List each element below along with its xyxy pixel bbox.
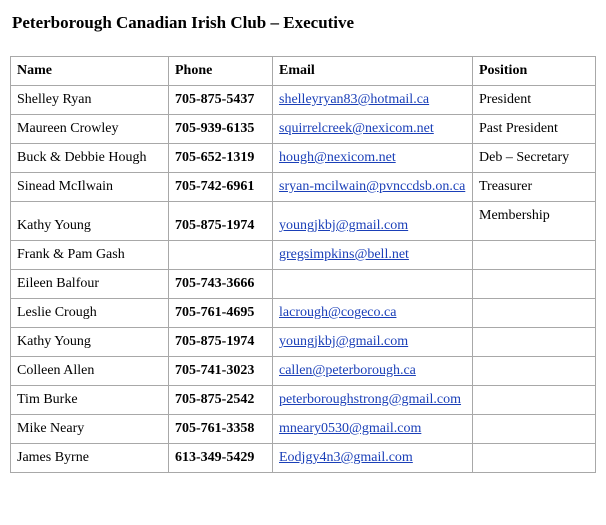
- cell-email: [273, 241, 473, 270]
- cell-position: Past President: [473, 115, 596, 144]
- cell-phone: 705-875-2542: [169, 386, 273, 415]
- cell-email: [273, 328, 473, 357]
- cell-position: [473, 386, 596, 415]
- email-link[interactable]: mneary0530@gmail.com: [279, 421, 422, 436]
- executive-table: [10, 56, 596, 473]
- table-row: [11, 144, 596, 173]
- cell-name: Kathy Young: [11, 328, 169, 357]
- cell-email: [273, 415, 473, 444]
- table-row: [11, 86, 596, 115]
- table-row: [11, 202, 596, 241]
- cell-email: [273, 444, 473, 473]
- cell-phone: [169, 241, 273, 270]
- cell-email: [273, 86, 473, 115]
- cell-name: Tim Burke: [11, 386, 169, 415]
- cell-name-text: Kathy Young: [17, 218, 91, 233]
- cell-name: Colleen Allen: [11, 357, 169, 386]
- cell-name: Shelley Ryan: [11, 86, 169, 115]
- email-link[interactable]: peterboroughstrong@gmail.com: [279, 392, 462, 407]
- table-row: [11, 115, 596, 144]
- cell-email: [273, 173, 473, 202]
- cell-phone: [169, 202, 273, 241]
- cell-name: Eileen Balfour: [11, 270, 169, 299]
- cell-name: Buck & Debbie Hough: [11, 144, 169, 173]
- table-row: [11, 299, 596, 328]
- email-link[interactable]: callen@peterborough.ca: [279, 363, 416, 378]
- cell-position: [473, 241, 596, 270]
- cell-position: [473, 299, 596, 328]
- cell-phone: 705-741-3023: [169, 357, 273, 386]
- cell-name: Mike Neary: [11, 415, 169, 444]
- cell-name: James Byrne: [11, 444, 169, 473]
- cell-phone: 613-349-5429: [169, 444, 273, 473]
- email-link[interactable]: youngjkbj@gmail.com: [279, 218, 409, 233]
- table-row: [11, 328, 596, 357]
- email-link[interactable]: youngjkbj@gmail.com: [279, 334, 409, 349]
- cell-name: [11, 202, 169, 241]
- cell-position: President: [473, 86, 596, 115]
- cell-name: Frank & Pam Gash: [11, 241, 169, 270]
- email-link[interactable]: squirrelcreek@nexicom.net: [279, 121, 434, 136]
- cell-phone: 705-742-6961: [169, 173, 273, 202]
- table-row: [11, 386, 596, 415]
- email-link[interactable]: gregsimpkins@bell.net: [279, 247, 409, 262]
- header-name: Name: [11, 57, 169, 86]
- cell-phone: 705-652-1319: [169, 144, 273, 173]
- header-phone: Phone: [169, 57, 273, 86]
- cell-email: [273, 299, 473, 328]
- cell-position: [473, 328, 596, 357]
- page-title: Peterborough Canadian Irish Club – Executive: [12, 13, 355, 32]
- cell-name: Sinead McIlwain: [11, 173, 169, 202]
- header-position: Position: [473, 57, 596, 86]
- cell-phone: 705-875-1974: [169, 328, 273, 357]
- cell-email: [273, 357, 473, 386]
- table-row: [11, 415, 596, 444]
- cell-email: [273, 115, 473, 144]
- table-header-row: [11, 57, 596, 86]
- email-link[interactable]: Eodjgy4n3@gmail.com: [279, 450, 413, 465]
- header-email: Email: [273, 57, 473, 86]
- cell-position: [473, 357, 596, 386]
- cell-phone: 705-761-3358: [169, 415, 273, 444]
- cell-name: Leslie Crough: [11, 299, 169, 328]
- cell-email: [273, 270, 473, 299]
- table-row: [11, 444, 596, 473]
- cell-position: [473, 415, 596, 444]
- cell-position: [473, 444, 596, 473]
- cell-name: Maureen Crowley: [11, 115, 169, 144]
- cell-position: [473, 270, 596, 299]
- cell-phone: 705-875-5437: [169, 86, 273, 115]
- cell-email: [273, 386, 473, 415]
- table-row: [11, 357, 596, 386]
- email-link[interactable]: lacrough@cogeco.ca: [279, 305, 397, 320]
- email-link[interactable]: shelleyryan83@hotmail.ca: [279, 92, 430, 107]
- cell-phone: 705-761-4695: [169, 299, 273, 328]
- cell-position: Deb – Secretary: [473, 144, 596, 173]
- cell-phone: 705-743-3666: [169, 270, 273, 299]
- email-link[interactable]: hough@nexicom.net: [279, 150, 396, 165]
- cell-email: [273, 202, 473, 241]
- email-link[interactable]: sryan-mcilwain@pvnccdsb.on.ca: [279, 179, 466, 194]
- table-row: [11, 241, 596, 270]
- table-row: [11, 173, 596, 202]
- cell-phone: 705-939-6135: [169, 115, 273, 144]
- cell-phone-text: 705-875-1974: [175, 218, 255, 233]
- cell-position: Treasurer: [473, 173, 596, 202]
- cell-email: [273, 144, 473, 173]
- table-row: [11, 270, 596, 299]
- cell-position: Membership: [473, 202, 596, 241]
